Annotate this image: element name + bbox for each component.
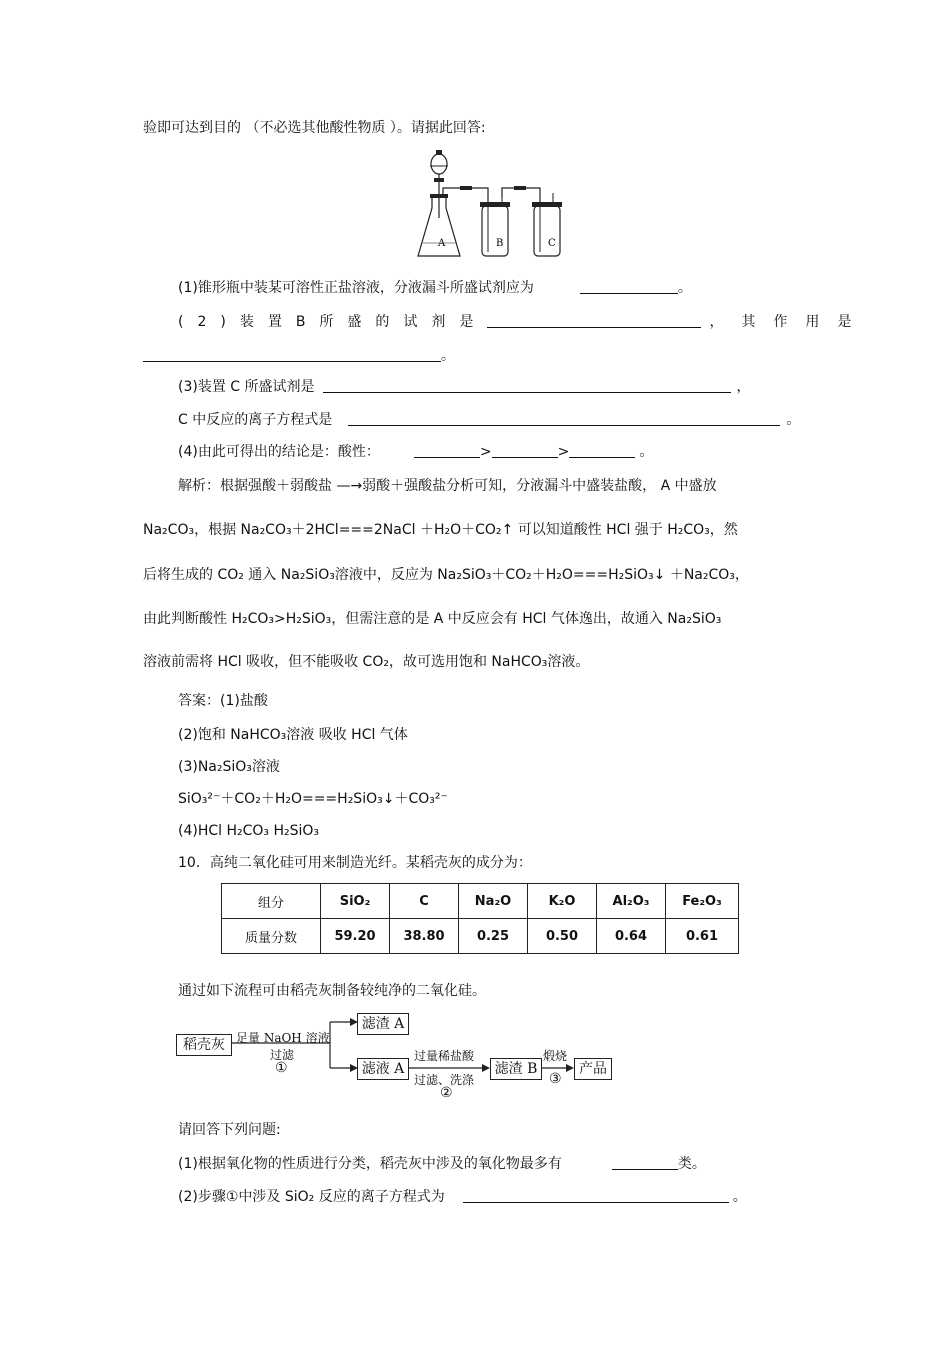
question-3-cont: C 中反应的离子方程式是 。 [178,412,801,428]
answer-blank-1[interactable] [580,279,678,294]
bottle-c [534,206,560,256]
separatory-funnel-bulb [431,154,447,174]
table-cell: K₂O [528,884,597,919]
composition-table [221,883,739,954]
flow-step1-operation: 过滤 [270,1048,295,1062]
question-10: 10．高纯二氧化硅可用来制造光纤。某稻壳灰的成分为： [178,855,532,871]
flow-step2-reagent: 过量稀盐酸 [414,1049,475,1063]
table-row [222,919,739,954]
question-4: (4)由此可得出的结论是：酸性： > > 。 [178,444,654,460]
table-cell: 0.64 [597,919,666,954]
analysis-line-2: Na₂CO₃，根据 Na₂CO₃＋2HCl===2NaCl ＋H₂O＋CO₂↑ 可以知道酸性 HCl 强于 H₂CO₃，然 [143,522,738,538]
analysis-line-4: 由此判断酸性 H₂CO₃>H₂SiO₃，但需注意的是 A 中反应会有 HCl 气体逸出，故通入 Na₂SiO₃ [143,611,722,627]
bottle-b [482,206,508,256]
label-c: C [548,238,556,249]
answer-blank-p1[interactable] [612,1155,678,1170]
answer-blank-4a[interactable] [414,443,480,458]
flow-step3-operation: 煅烧 [543,1049,568,1063]
answer-line-3: (3)Na₂SiO₃溶液 [178,759,280,775]
table-cell: 0.25 [459,919,528,954]
question-3: (3)装置 C 所盛试剂是 ， [178,379,751,395]
flow-step3-number: ③ [549,1071,562,1087]
answer-blank-2b[interactable] [143,347,441,362]
table-cell: Na₂O [459,884,528,919]
answer-blank-4b[interactable] [492,443,558,458]
answer-blank-4c[interactable] [569,443,635,458]
table-cell: 59.20 [321,919,390,954]
table-cell: C [390,884,459,919]
label-b: B [496,238,504,249]
answer-blank-3a[interactable] [323,378,731,393]
table-cell: 质量分数 [222,919,321,954]
answer-line-1: 答案：(1)盐酸 [178,693,268,709]
table-header-row [222,884,739,919]
flow-step2-number: ② [440,1085,453,1101]
question-1: (1)锥形瓶中装某可溶性正盐溶液，分液漏斗所盛试剂应为 。 [178,280,692,296]
table-cell: Fe₂O₃ [666,884,739,919]
sub-question-2: (2)步骤①中涉及 SiO₂ 反应的离子方程式为 。 [178,1189,747,1205]
flow-step1-number: ① [275,1060,288,1076]
flow-intro: 通过如下流程可由稻壳灰制备较纯净的二氧化硅。 [178,983,486,999]
flow-node-start: 稻壳灰 [176,1034,232,1056]
table-cell: Al₂O₃ [597,884,666,919]
analysis-line-5: 溶液前需将 HCl 吸收，但不能吸收 CO₂，故可选用饱和 NaHCO₃溶液。 [143,654,590,670]
sub-question-1: (1)根据氧化物的性质进行分类，稻壳灰中涉及的氧化物最多有 类。 [178,1156,706,1172]
answer-blank-3b[interactable] [348,411,780,426]
table-cell: 组分 [222,884,321,919]
flow-node-product: 产品 [574,1058,612,1080]
apparatus-figure [410,148,570,263]
label-a: A [438,238,446,249]
table-cell: 0.61 [666,919,739,954]
answer-blank-2a[interactable] [487,313,701,328]
table-cell: 38.80 [390,919,459,954]
analysis-line-1: 解析：根据强酸＋弱酸盐 —→弱酸＋强酸盐分析可知，分液漏斗中盛装盐酸， A 中盛放 [178,478,717,494]
table-cell: SiO₂ [321,884,390,919]
answer-blank-p2[interactable] [463,1188,729,1203]
flow-node-filtrate-a: 滤液 A [357,1058,409,1080]
answer-line-4: SiO₃²⁻＋CO₂＋H₂O===H₂SiO₃↓＋CO₃²⁻ [178,791,448,807]
table-cell: 0.50 [528,919,597,954]
flow-step1-reagent: 足量 NaOH 溶液 [236,1031,330,1045]
question-2: (2)装置B所盛的试剂是 ，其作用是 [178,314,870,330]
question-2-cont: 。 [143,346,455,366]
analysis-line-3: 后将生成的 CO₂ 通入 Na₂SiO₃溶液中，反应为 Na₂SiO₃＋CO₂＋H₂O===H₂SiO₃↓ ＋Na₂CO₃， [143,567,749,583]
answer-line-5: (4)HCl H₂CO₃ H₂SiO₃ [178,823,320,839]
ask-line: 请回答下列问题: [178,1122,281,1138]
flow-node-residue-b: 滤渣 B [490,1058,542,1080]
answer-line-2: (2)饱和 NaHCO₃溶液 吸收 HCl 气体 [178,727,408,743]
flow-node-residue-a: 滤渣 A [357,1013,409,1035]
intro-line: 验即可达到目的 （不必选其他酸性物质 ）。请据此回答: [143,120,486,136]
flow-step2-operation: 过滤、洗涤 [414,1073,475,1087]
